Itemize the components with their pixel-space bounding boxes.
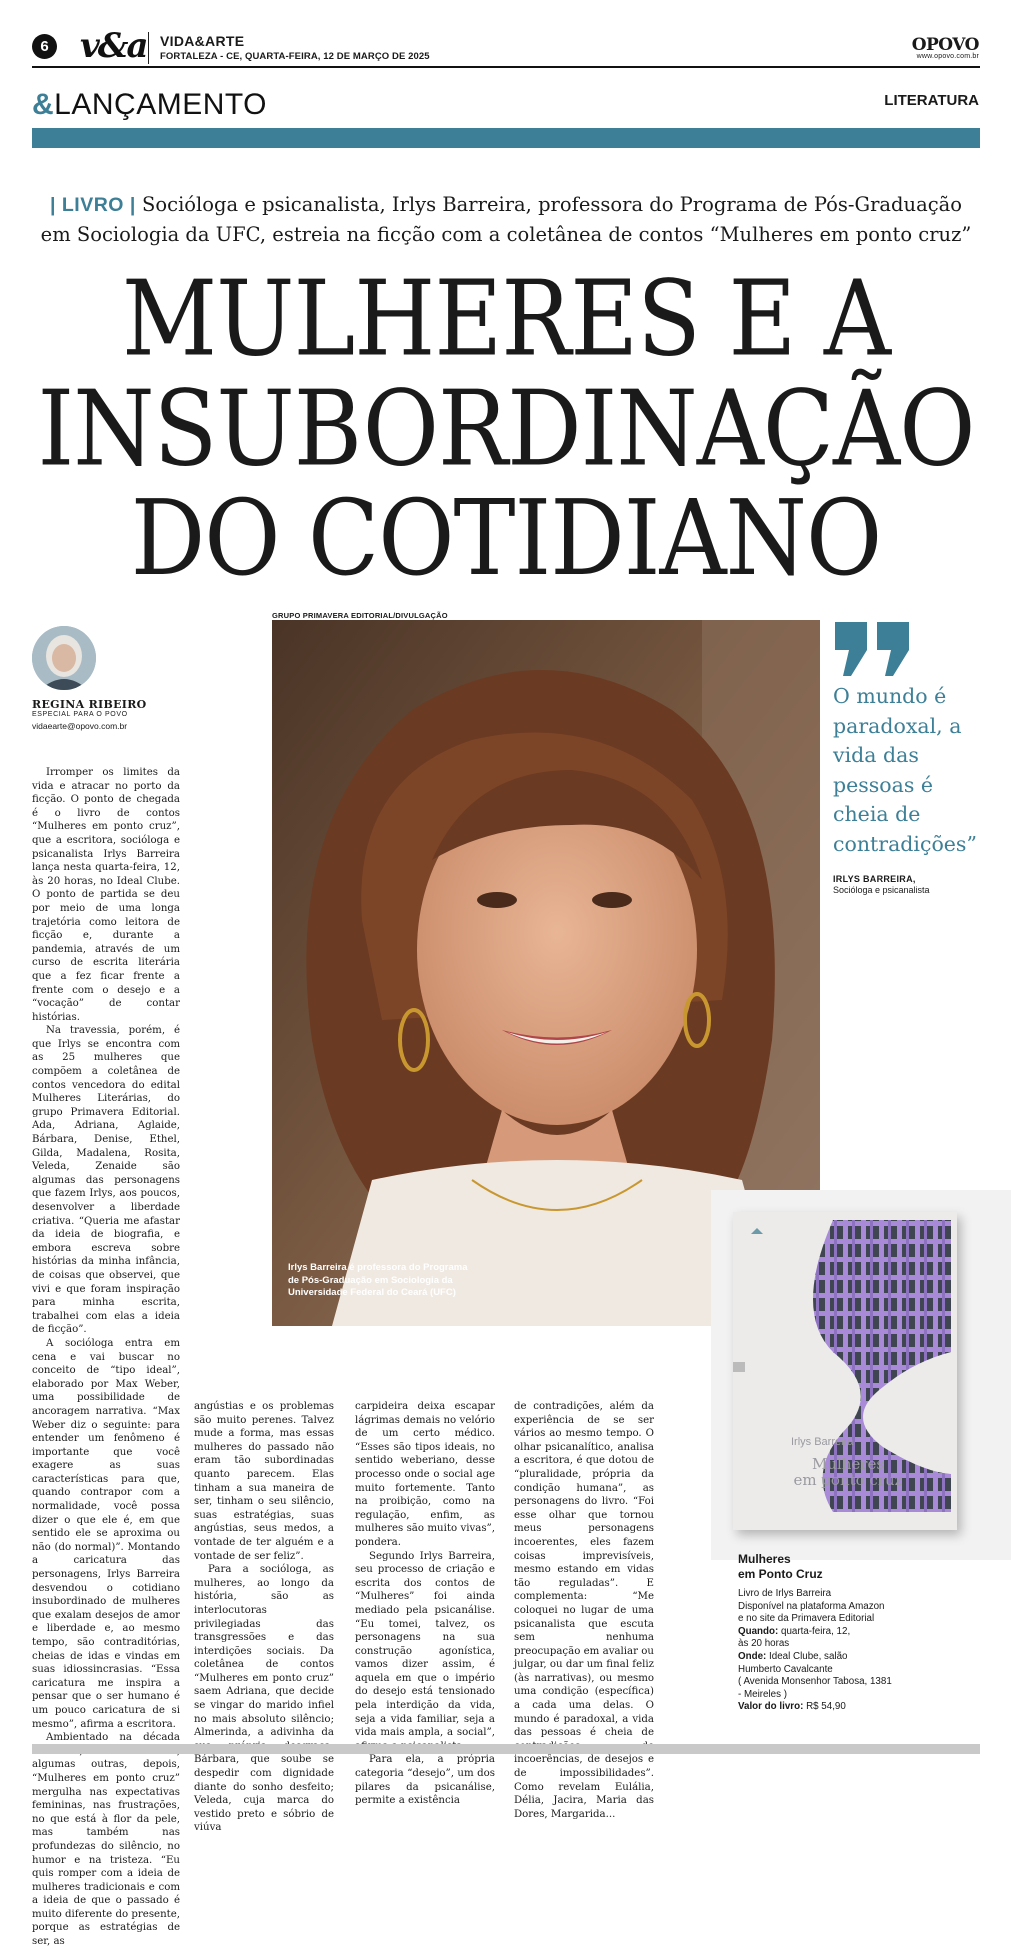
book-cover-title-line-1: Mulheres [811,1455,885,1473]
section-bar [32,128,980,148]
body-column-4 [514,1400,654,1821]
book-cover-title [773,1456,923,1488]
header-rule [32,66,980,68]
pull-quote: O mundo é paradoxal, a vida das pessoas é cheia de contradições” [833,684,977,856]
paragraph: Na travessia, porém, é que Irlys se encontra com as 25 mulheres que compõem a coletânea de contos vencedora do edital Mulheres Literárias, do grupo Primavera Editorial. Ada, Adriana, Aglaide, Bárbara, Denise, Ethel, Gilda, Madalena, Rosita, Veleda, Zenaide são algumas das personagens que fazem Irlys, aos poucos, desenvolver a liberdade criativa. “Queria me afastar da ideia de biografia, e embora escreva sobre histórias da minha infância, de coisas que observei, que vivi e que foram inspiração para minha escrita, trabalhei com elas a ideia de ficção”. [32,1025,180,1336]
book-info-line: e no site da Primavera Editorial [738,1613,875,1625]
photo-credit: GRUPO PRIMAVERA EDITORIAL/DIVULGAÇÃO [272,611,448,620]
paragraph: angústias e os problemas são muito perenes. Talvez mude a forma, mas essas mulheres do passado não eram tão subordinadas quanto parecem. Elas tinham a sua maneira de ser, tinham o seu silêncio, suas estratégias, suas angústias, seus medos, a vontade de ter alguém e a vontade de ser feliz”. [194,1401,334,1562]
author-avatar [32,626,96,690]
photo-caption: Irlys Barreira é professora do Programa de Pós-Graduação em Sociologia da Universidade Federal do Ceará (UFC) [288,1262,468,1298]
lead-text: Socióloga e psicanalista, Irlys Barreira, professora do Programa de Pós-Graduação em Sociologia da UFC, estreia na ficção com a coletânea de contos “Mulheres em ponto cruz” [40,193,972,246]
where-value-3: ( Avenida Monsenhor Tabosa, 1381 [738,1676,892,1688]
quote-attribution-role: Socióloga e psicanalista [833,885,930,895]
headline-line-2: INSUBORDINAÇÃO [37,368,975,490]
book-info-line: Livro de Irlys Barreira [738,1588,832,1599]
quote-attribution-name: IRLYS BARREIRA, [833,874,916,884]
section-label-text: LANÇAMENTO [54,88,267,121]
brand-logo[interactable] [912,35,979,60]
book-info-box [738,1552,938,1714]
where-value: Ideal Clube, salão [769,1650,848,1662]
price-label: Valor do livro: [738,1701,804,1713]
author-email[interactable]: vidaearte@opovo.com.br [32,721,128,731]
paragraph: Para a socióloga, as mulheres, ao longo da história, são as interlocutoras privilegiadas das transgressões e das interdições sociais. Da coletânea de contos “Mulheres em ponto cruz” saem Adriana, que decide se vingar do marido infiel no mais absoluto silêncio; Almerinda, a adivinha da Bárbara, que soube se despedir com dignidade diante do sonho desfeito; Veleda, cuja marca do vestido preto e sóbrio de viúva [194,1564,334,1834]
book-info-price [738,1701,938,1714]
paragraph: A socióloga entra em cena e vai buscar no conceito de “tipo ideal”, elaborado por Max Weber, uma possibilidade de ancoragem narrativa. “Max Weber diz o seguinte: para entender um fenômeno é importante que você exagere as suas características para que, quando contrapor com a normalidade, você possa dizer o que ele é, em que sentido ele se aproxima ou não (do normal)”. Montando a caricatura das personagens, Irlys Barreira desvendou o cotidiano insubordinado de mulheres que exalam desejos de amor e liberdade e, ao mesmo tempo, são contraditórias, cheias de idas e vindas em suas idiossincrasias. “Essa caricatura me inspira a pensar que o ser humano é um pouco caricatura de si mesmo”, afirma a escritora. [32,1337,180,1730]
section-label [32,88,267,122]
page-number-badge: 6 [32,34,57,59]
quote-mark-icon [833,620,913,683]
book-cover-author: Irlys Barreira [791,1436,854,1448]
book-info-title-line-1: Mulheres [738,1552,791,1566]
book-info-title [738,1552,938,1582]
book-info-body [738,1588,938,1714]
paragraph: Irromper os limites da vida e atracar no porto da ficção. O ponto de chegada é o livro de contos “Mulheres em ponto cruz”, que a escritora, socióloga e psicanalista Irlys Barreira lança nesta quarta-feira, 12, às 20 horas, no Ideal Clube. O ponto de partida se deu por meio de uma longa trajetória como leitora de ficção e, durante a pandemia, através de um curso de escrita literária que a fez ficar frente a frente com o desejo e a “vocação” de contar histórias. [32,767,180,1023]
price-value: R$ 54,90 [806,1701,846,1713]
book-cover-title-line-2: em ponto cruz [793,1471,903,1489]
author-name: REGINA RIBEIRO [32,698,147,711]
body-column-1 [32,766,180,1949]
section-name: VIDA&ARTE [160,33,245,49]
section-amp: & [32,88,55,121]
book-info-where [738,1651,938,1664]
bottom-bar [32,1744,980,1754]
where-value-4: - Meireles ) [738,1688,787,1700]
paragraph: Ambientado na década algumas outras, depois, “Mulheres em ponto cruz” mergulha nas expectativas femininas, nas frustrações, no que está à flor da pele, mas também nas profundezas do silêncio, no humor e na tristeza. “Eu quis romper com a ideia de mulheres tradicionais e com a ideia de que o passado é muito diferente do presente, porque as estratégias de ser, as [32,1732,180,1948]
paragraph: Segundo Irlys Barreira, seu processo de criação e escrita dos contos de “Mulheres” foi ainda mediado pela psicanálise. “Eu tomei, talvez, os personagens na sua construção agonística, vamos dizer assim, é aquela em que o império do desejo está tensionado pela interdição da vida, seja a vida familiar, seja a vida mais ampla, a social”, [355,1550,495,1739]
dateline: FORTALEZA - CE, QUARTA-FEIRA, 12 DE MARÇO DE 2025 [160,51,430,62]
brand-url: www.opovo.com.br [916,53,979,60]
when-value-2: às 20 horas [738,1638,790,1650]
book-info-when [738,1626,938,1639]
where-label: Onde: [738,1650,767,1662]
paragraph: Para ela, a própria categoria “desejo”, um dos pilares da psicanálise, permite a existência [355,1754,495,1807]
where-value-2: Humberto Cavalcante [738,1663,833,1675]
book-cover [733,1212,957,1530]
headline [20,258,992,599]
book-info-title-line-2: em Ponto Cruz [738,1567,823,1581]
body-column-2 [194,1400,334,1835]
brand-name: OPOVO [911,35,979,55]
header-separator [148,32,149,64]
author-role: ESPECIAL PARA O POVO [32,711,128,718]
headline-line-1: MULHERES E A [121,258,891,380]
when-value: quarta-feira, 12, [781,1625,851,1637]
author-avatar-image [32,626,96,690]
section-logo: v&a [80,26,147,66]
paragraph: de contradições, além da experiência de se ser vários ao mesmo tempo. O olhar psicanalítico, analisa a escritora, é que dotou de “pluralidade, própria da condição humana”, as personagens do livro. “Foi esse olhar que tornou meus personagens incoerentes, eles fazem coisas imprevisíveis, mesmo estando em vidas tão reguladas”. E complementa: “Me coloquei no lugar de uma psicanalista que escuta sem nenhuma preocupação em avaliar ou julgar, ou dar um final feliz (às narrativas), ou mesmo uma condição (específica) a cada uma delas. O mundo é paradoxal, a vida das pessoas é cheia de incoerências, de desejos e de impossibilidades”. Como revelam Eulália, Délia, Jacira, Maria das Dores, Margarida... [514,1401,654,1820]
lead-paragraph [40,190,972,249]
category-label: LITERATURA [884,92,979,109]
book-info-line: Disponível na plataforma Amazon [738,1600,885,1612]
headline-line-3: DO COTIDIANO [130,477,882,599]
lead-kicker: | LIVRO | [50,194,136,216]
when-label: Quando: [738,1625,779,1637]
paragraph: carpideira deixa escapar lágrimas demais no velório de um certo médico. “Esses são tipos ideais, no sentido weberiano, desse processo onde o social age muito fortemente. Tanto na proibição, como na regulação, enfim, as mulheres são muito vivas”, pondera. [355,1401,495,1548]
